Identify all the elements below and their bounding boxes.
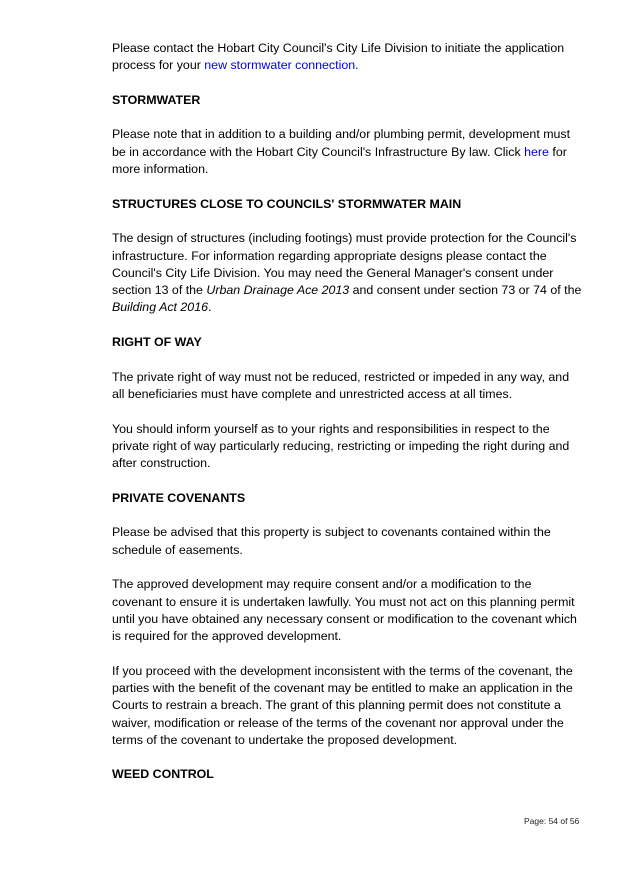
here-link[interactable]: here — [524, 144, 549, 159]
private-covenants-paragraph-1: Please be advised that this property is subject to covenants contained within the schedule of easements. — [112, 525, 551, 557]
intro-paragraph: Please contact the Hobart City Council's City Life Division to initiate the application process for your new stormwater connection. — [112, 41, 565, 73]
structures-heading: STRUCTURES CLOSE TO COUNCILS' STORMWATER MAIN — [112, 196, 462, 211]
page-number: Page: 54 of 56 — [524, 816, 580, 826]
structures-paragraph: The design of structures (including footings) must provide protection for the Council's infrastructure. For information regarding appropriate designs please contact the Council's City Life Division. You may need the General Manager's consent under section 13 of the Urban Drainage Ace 2013 and consent under section 73 or 74 of the Building Act 2016. — [112, 231, 582, 315]
private-covenants-heading: PRIVATE COVENANTS — [112, 490, 246, 505]
right-of-way-heading: RIGHT OF WAY — [112, 335, 202, 350]
private-covenants-paragraph-3: If you proceed with the development inconsistent with the terms of the covenant, the parties with the benefit of the covenant may be entitled to make an application in the Courts to restrain a breach. The grant of this planning permit does not constitute a waiver, modification or release of the terms of the covenant nor approval under the terms of the covenant to undertake the proposed development. — [112, 663, 573, 747]
right-of-way-paragraph-2: You should inform yourself as to your rights and responsibilities in respect to the private right of way particularly reducing, restricting or impeding the right during and after construction. — [112, 421, 570, 471]
document-body — [112, 40, 584, 801]
private-covenants-paragraph-2: The approved development may require consent and/or a modification to the covenant to ensure it is undertaken lawfully. You must not act on this planning permit until you have obtained any necessary consent or modification to the covenant which is required for the approved development. — [112, 577, 577, 644]
stormwater-heading: STORMWATER — [112, 92, 201, 107]
stormwater-paragraph: Please note that in addition to a building and/or plumbing permit, development must be in accordance with the Hobart City Council's Infrastructure By law. Click here for more information. — [112, 127, 571, 177]
new-stormwater-connection-link[interactable]: new stormwater connection — [204, 58, 356, 73]
weed-control-heading: WEED CONTROL — [112, 767, 214, 782]
right-of-way-paragraph-1: The private right of way must not be reduced, restricted or impeded in any way, and all beneficiaries must have complete and unrestricted access at all times. — [112, 369, 570, 401]
